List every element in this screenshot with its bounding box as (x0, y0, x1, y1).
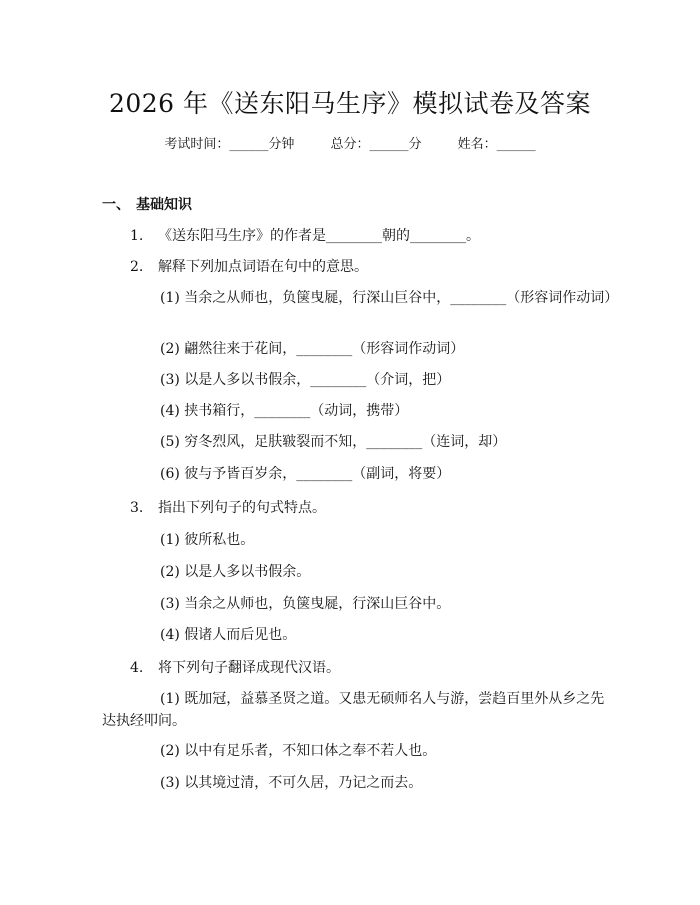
question-2-sub-1: (1) 当余之从师也，负箧曳屣，行深山巨谷中，________（形容词作动词） (160, 290, 619, 306)
question-3-sub-1: (1) 彼所私也。 (160, 532, 255, 548)
question-number: 3. (130, 500, 144, 516)
question-4 (130, 657, 340, 679)
question-text: 《送东阳马生序》的作者是________朝的________。 (158, 228, 480, 244)
question-2-sub-2: (2) 翩然往来于花间，________（形容词作动词） (160, 341, 465, 357)
question-2-sub-4: (4) 挟书箱行，________（动词，携带） (160, 403, 409, 419)
question-text: 解释下列加点词语在句中的意思。 (158, 259, 368, 275)
question-3-sub-3: (3) 当余之从师也，负箧曳屣，行深山巨谷中。 (160, 596, 451, 612)
question-text: 将下列句子翻译成现代汉语。 (158, 660, 340, 676)
page-title: 2026 年《送东阳马生序》模拟试卷及答案 (108, 89, 592, 118)
section-number: 一、 (102, 197, 130, 213)
question-4-sub-1: (1) 既加冠，益慕圣贤之道。又患无硕师名人与游，尝趋百里外从乡之先达执经叩问。 (102, 691, 605, 729)
question-number: 2. (130, 259, 144, 275)
question-2-sub-3: (3) 以是人多以书假余，________（介词，把） (160, 372, 451, 388)
question-4-sub-3: (3) 以其境过清，不可久居，乃记之而去。 (160, 775, 423, 791)
exam-time: 考试时间：______分钟 (164, 137, 295, 152)
question-number: 4. (130, 660, 144, 676)
question-2-sub-5: (5) 穷冬烈风，足肤皲裂而不知，________（连词，却） (160, 434, 507, 450)
question-3 (130, 497, 326, 519)
question-2-sub-6: (6) 彼与予皆百岁余，________（副词，将要） (160, 466, 451, 482)
exam-meta (0, 133, 700, 152)
question-2 (130, 256, 368, 278)
question-number: 1. (130, 228, 144, 244)
question-4-sub-2: (2) 以中有足乐者，不知口体之奉不若人也。 (160, 743, 437, 759)
question-3-sub-4: (4) 假诸人而后见也。 (160, 627, 297, 643)
question-1 (130, 225, 480, 247)
question-3-sub-2: (2) 以是人多以书假余。 (160, 564, 311, 580)
exam-name: 姓名：______ (457, 137, 536, 152)
section-label: 基础知识 (136, 197, 192, 213)
exam-score: 总分：______分 (330, 137, 422, 152)
question-text: 指出下列句子的句式特点。 (158, 500, 326, 516)
section-heading (102, 194, 192, 214)
